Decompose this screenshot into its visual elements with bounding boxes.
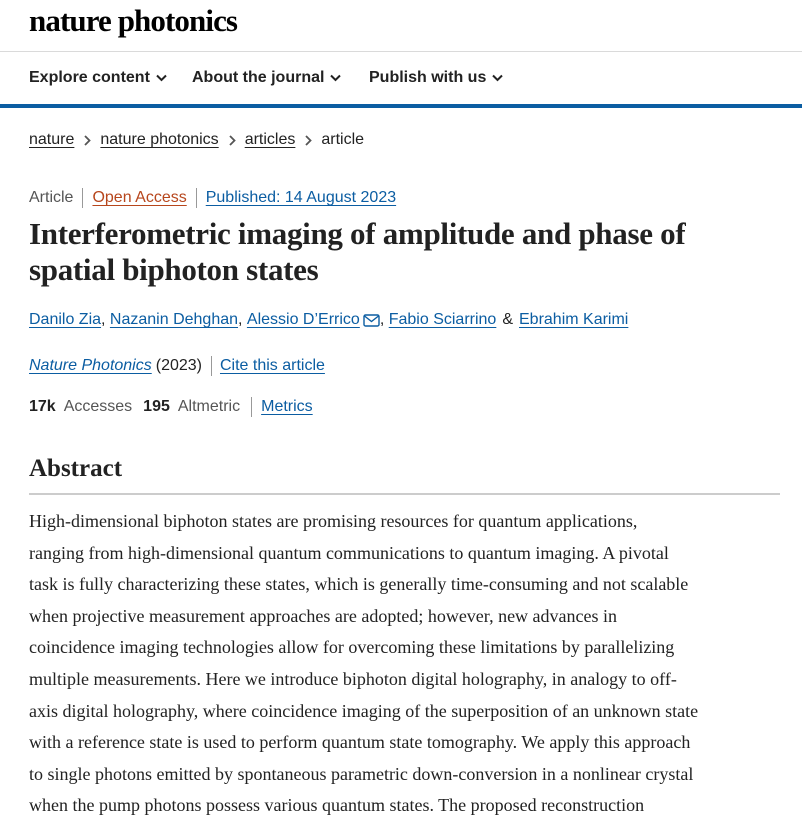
journal-year: (2023) <box>155 357 202 374</box>
abstract-line: axis digital holography, where coincidence imaging of the superposition of an unknown state <box>29 700 699 721</box>
article-meta <box>29 188 396 208</box>
article-metrics <box>29 397 313 417</box>
article-title <box>29 216 789 288</box>
article-type: Article <box>29 189 74 206</box>
main-nav <box>0 52 802 108</box>
metrics-link[interactable]: Metrics <box>261 398 313 415</box>
breadcrumb-nature[interactable]: nature <box>29 131 75 148</box>
mail-icon[interactable] <box>363 314 380 327</box>
abstract-body <box>29 506 781 822</box>
separator: , <box>238 311 247 328</box>
site-logo[interactable]: nature photonics <box>29 3 238 38</box>
chevron-down-icon <box>156 74 167 82</box>
divider <box>251 397 252 417</box>
author-link[interactable]: Nazanin Dehghan <box>109 311 239 328</box>
abstract-line: task is fully characterizing these states, which is generally time-consuming and not scalable <box>29 574 689 595</box>
chevron-right-icon <box>305 135 312 146</box>
breadcrumb-current: article <box>321 131 365 148</box>
divider <box>196 188 197 208</box>
breadcrumb <box>29 131 364 149</box>
abstract-line: to single photons emitted by spontaneous parametric down-conversion in a nonlinear crystal <box>29 763 694 784</box>
author-link[interactable]: Alessio D’Errico <box>246 311 360 328</box>
nav-publish-with-us[interactable] <box>369 69 503 87</box>
breadcrumb-nature-photonics[interactable]: nature photonics <box>100 131 219 148</box>
abstract-line: ranging from high-dimensional quantum communications to quantum imaging. A pivotal <box>29 542 669 563</box>
abstract-line: multiple measurements. Here we introduce biphoton digital holography, in analogy to off- <box>29 668 677 689</box>
open-access-link[interactable]: Open Access <box>92 189 187 206</box>
nav-label: About the journal <box>192 69 325 86</box>
breadcrumb-articles[interactable]: articles <box>244 131 296 148</box>
divider <box>211 356 212 376</box>
site-header <box>0 0 802 52</box>
separator: , <box>379 311 389 328</box>
abstract-line: coincidence imaging technologies allow for overcoming these limitations by parallelizing <box>29 637 675 658</box>
divider <box>82 188 83 208</box>
abstract-line: when the pump photons possess various quantum states. The proposed reconstruction <box>29 795 645 816</box>
author-list <box>29 311 628 329</box>
abstract-line: when projective measurement approaches are adopted; however, new advances in <box>29 605 618 626</box>
separator: , <box>101 311 110 328</box>
section-divider <box>29 493 780 495</box>
journal-info <box>29 356 325 376</box>
chevron-down-icon <box>330 74 341 82</box>
published-date-link[interactable]: Published: 14 August 2023 <box>205 189 397 206</box>
chevron-right-icon <box>84 135 91 146</box>
abstract-line: High-dimensional biphoton states are promising resources for quantum applications, <box>29 511 638 531</box>
author-link[interactable]: Ebrahim Karimi <box>519 311 629 328</box>
altmetric-count: 195 <box>143 398 170 415</box>
journal-name-link[interactable]: Nature Photonics <box>29 357 152 374</box>
chevron-right-icon <box>229 135 236 146</box>
abstract-line: with a reference state is used to perform quantum state tomography. We apply this approach <box>29 732 691 753</box>
accesses-label: Accesses <box>63 398 133 415</box>
cite-article-link[interactable]: Cite this article <box>219 357 325 374</box>
nav-label: Explore content <box>29 69 150 86</box>
nav-explore-content[interactable] <box>29 69 167 87</box>
chevron-down-icon <box>492 74 503 82</box>
nav-label: Publish with us <box>369 69 487 86</box>
nav-about-journal[interactable] <box>192 69 341 87</box>
title-line: Interferometric imaging of amplitude and phase of <box>29 216 686 251</box>
author-ampersand: & <box>502 311 513 328</box>
author-link[interactable]: Danilo Zia <box>29 311 102 328</box>
author-link[interactable]: Fabio Sciarrino <box>388 311 497 328</box>
accesses-count: 17k <box>29 398 56 415</box>
altmetric-label: Altmetric <box>177 398 241 415</box>
abstract-heading: Abstract <box>29 455 123 482</box>
title-line: spatial biphoton states <box>29 252 319 287</box>
